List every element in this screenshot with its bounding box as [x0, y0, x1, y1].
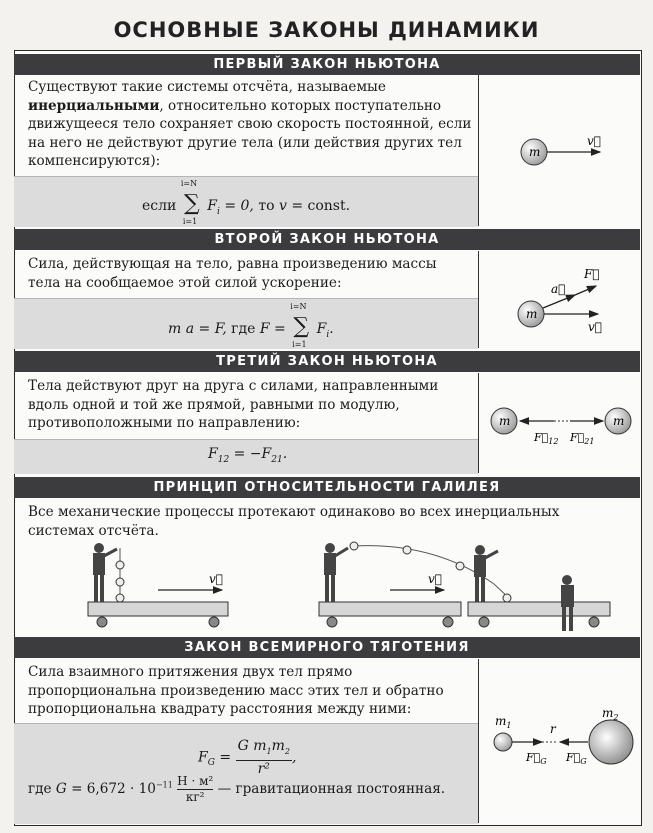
- label-v: v⃗: [587, 134, 601, 148]
- drop-ball-1a: [116, 561, 124, 569]
- traj-ball-3: [456, 562, 464, 570]
- section-5-divider: [478, 659, 479, 823]
- cart-2-wheel-left: [327, 617, 337, 627]
- sum-symbol-2: ∑ i=N i=1: [290, 302, 310, 349]
- section-2-header: ВТОРОЙ ЗАКОН НЬЮТОНА: [14, 229, 640, 250]
- section-3-formula: $F_{12} = -F_{21}$.: [208, 446, 288, 465]
- label-a: a⃗: [551, 282, 566, 296]
- force-arrow: [575, 286, 596, 295]
- cart-2: [319, 602, 461, 616]
- section-1-text-part-b: , относительно которых поступательно движущееся тело сохраняет свою скорость постоянной, если на него не действуют другие тела (или действия других тел компенсируются):: [28, 97, 472, 170]
- small-mass: [494, 733, 512, 751]
- section-1-diagram: [480, 75, 640, 226]
- traj-ball-2: [403, 546, 411, 554]
- label-v-2: v⃗: [588, 320, 602, 334]
- note-tail: — гравитационная постоянная.: [217, 781, 446, 797]
- label-m-right: m: [613, 414, 625, 428]
- big-mass: [589, 720, 633, 764]
- section-1-text-part-a: Существуют такие системы отсчёта, называемые: [28, 79, 386, 95]
- label-F: F⃗: [584, 267, 600, 281]
- person-1: [93, 543, 117, 602]
- section-2-diagram: [480, 251, 640, 348]
- formula-fraction: $\frac{G m_1m_2}{\text{r²}}$: [237, 738, 290, 777]
- label-m-left: m: [499, 414, 511, 428]
- note-gde: где: [28, 781, 52, 797]
- section-5-header: ЗАКОН ВСЕМИРНОГО ТЯГОТЕНИЯ: [14, 637, 640, 658]
- cart-2-v-label: v⃗: [428, 572, 442, 586]
- cart-1-wheel-left: [97, 617, 107, 627]
- section-4-text: Все механические процессы протекают одинаково во всех инерциальных системах отсчёта.: [28, 504, 560, 539]
- section-1-text: [28, 78, 473, 171]
- note-exp: −11: [155, 780, 173, 790]
- section-5-note: где $G = 6,672 \cdot 10^{-11}$ Н · м² кг² — гравитационная постоянная.: [28, 774, 446, 804]
- observer-person: [561, 575, 574, 631]
- ground-wheel-right: [589, 617, 599, 627]
- label-m1: $m_1$: [495, 714, 512, 730]
- label-FG-2: $F⃗_G$: [566, 751, 587, 766]
- section-2-divider: [478, 251, 479, 348]
- note-units-den: кг²: [185, 790, 205, 804]
- label-F21: $F⃗_{21}$: [570, 431, 595, 446]
- drop-ball-1b: [116, 578, 124, 586]
- page-title: ОСНОВНЫЕ ЗАКОНЫ ДИНАМИКИ: [113, 18, 540, 42]
- traj-ball-4: [503, 594, 511, 602]
- formula-word-esli: если: [142, 198, 177, 214]
- section-3-header: ТРЕТИЙ ЗАКОН НЬЮТОНА: [14, 351, 640, 372]
- formula-1-body: $F_i = 0$, то v = const.: [207, 198, 351, 217]
- sum-symbol: ∑ i=N i=1: [180, 179, 200, 226]
- note-units-num: Н · м²: [177, 774, 214, 788]
- traj-ball-1: [350, 542, 358, 550]
- ground-platform: [468, 602, 610, 616]
- formula-word-to: то: [258, 198, 275, 214]
- formula-word-const: const.: [307, 198, 351, 214]
- cart-1: [88, 602, 228, 616]
- section-3-divider: [478, 373, 479, 473]
- section-3-text: Тела действуют друг на друга с силами, направленными вдоль одной и той же прямой, равными по модулю, противоположными по направлению:: [28, 378, 439, 432]
- section-1-bold-word: инерциальными: [28, 97, 160, 114]
- label-m2: $m_2$: [602, 706, 619, 722]
- cart-1-v-label: v⃗: [209, 572, 223, 586]
- cart-2-wheel-right: [443, 617, 453, 627]
- person-2: [324, 543, 348, 602]
- section-1-divider: [478, 75, 479, 226]
- note-value: = 6,672 · 10: [71, 781, 156, 797]
- drop-ball-1c: [116, 594, 124, 602]
- section-5-diagram: [480, 659, 640, 823]
- sum-top: i=N: [180, 179, 198, 188]
- sum-bottom: i=1: [182, 217, 198, 226]
- section-2-text: Сила, действующая на тело, равна произведению массы тела на сообщаемое этой силой ускорение:: [28, 256, 437, 291]
- sum-top-2: i=N: [290, 302, 307, 311]
- label-m: m: [529, 145, 541, 159]
- section-1-header: ПЕРВЫЙ ЗАКОН НЬЮТОНА: [14, 54, 640, 75]
- label-FG-1: $F⃗_G$: [526, 751, 547, 766]
- section-1-formula: [142, 179, 351, 226]
- note-units: [177, 774, 213, 805]
- section-3-diagram: [480, 373, 640, 473]
- section-2-formula: m a = F, где F = ∑ i=N i=1 $F_i$.: [168, 302, 334, 349]
- section-5-formula: $F_G$ = $\frac{G m_1m_2}{\text{r²}}$ ,: [198, 738, 297, 777]
- section-5-text: Сила взаимного притяжения двух тел прямо пропорциональна произведению масс этих тел и обратно пропорциональна квадрату расстояния между ними:: [28, 664, 444, 718]
- sum-bottom-2: i=1: [292, 340, 307, 349]
- label-F12: $F⃗_{12}$: [534, 431, 559, 446]
- label-m-2: m: [526, 307, 538, 321]
- accel-arrow: [543, 295, 575, 308]
- ground-wheel-left: [479, 617, 489, 627]
- formula-word-gde: где: [231, 321, 256, 337]
- galileo-illustration: [14, 540, 640, 640]
- label-r: r: [550, 722, 556, 736]
- cart-1-wheel-right: [209, 617, 219, 627]
- person-3: [474, 545, 498, 602]
- section-4-header: ПРИНЦИП ОТНОСИТЕЛЬНОСТИ ГАЛИЛЕЯ: [14, 477, 640, 498]
